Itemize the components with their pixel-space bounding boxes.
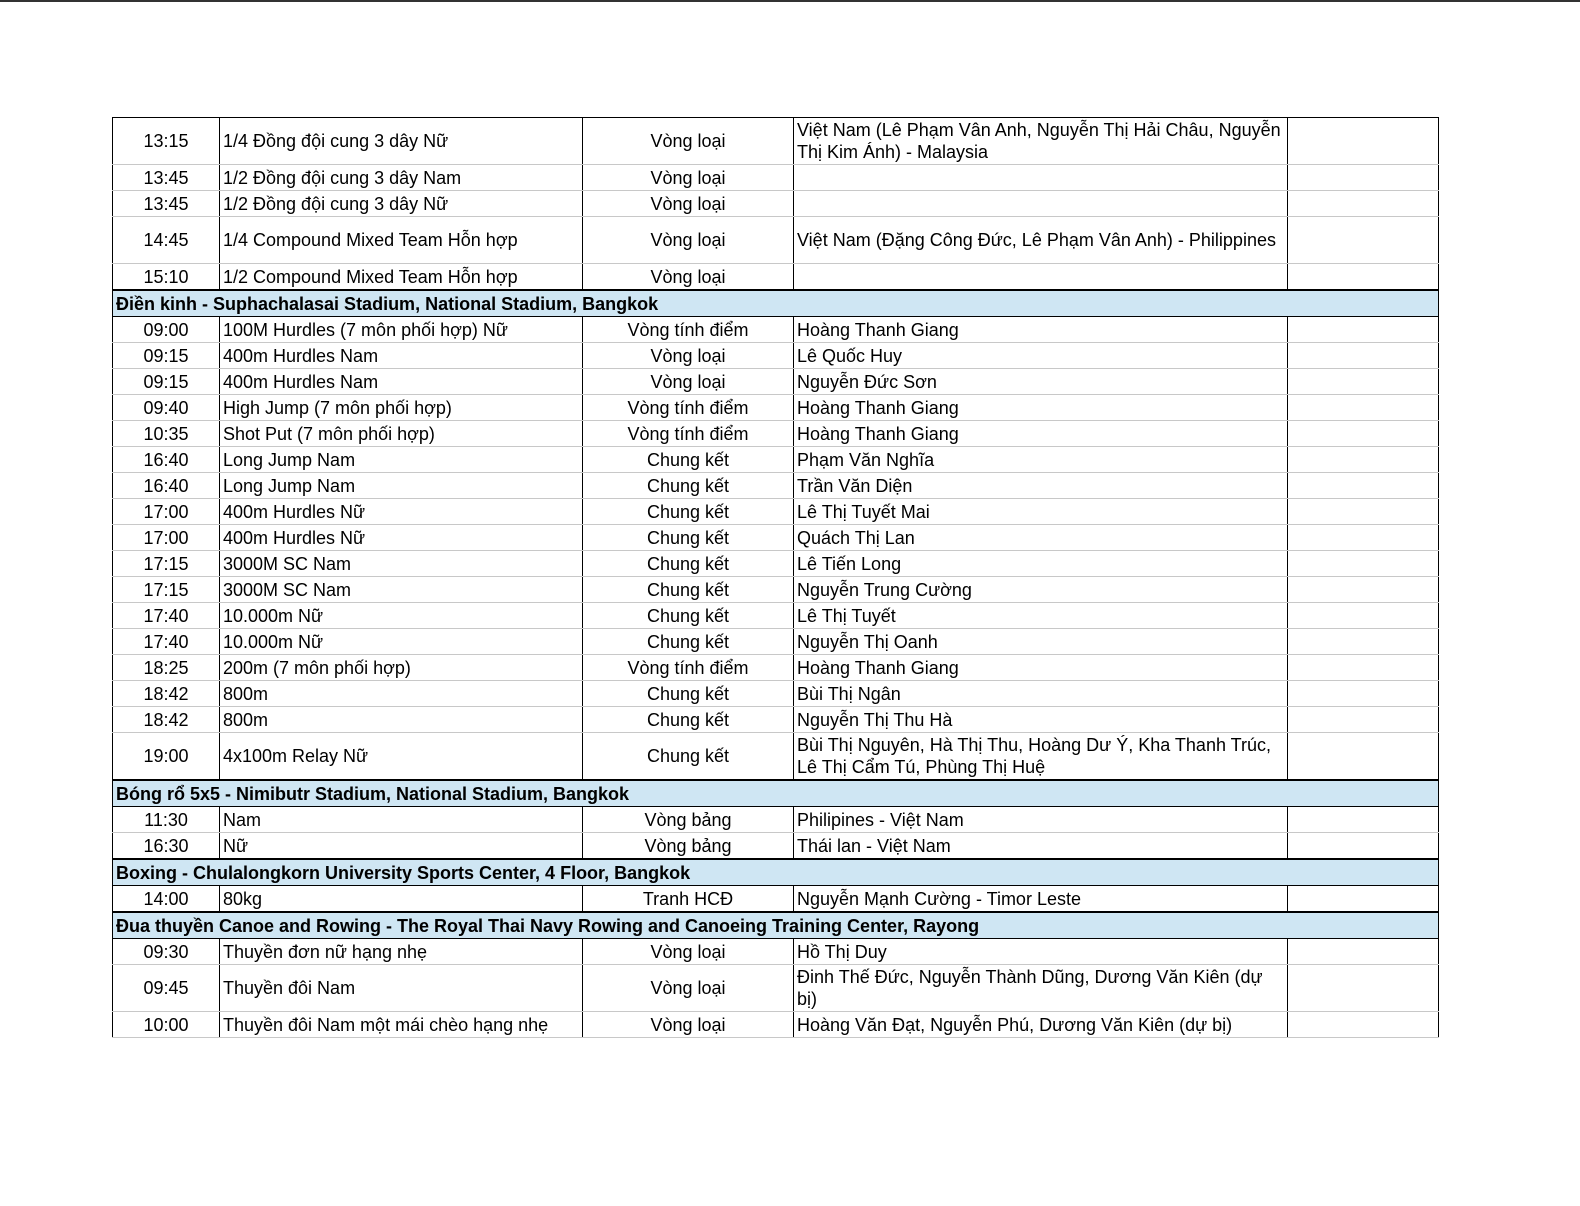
table-row [113,629,1439,655]
time-cell: 09:30 [113,939,220,965]
round-cell: Vòng loại [583,369,794,395]
athletes-cell: Philipines - Việt Nam [794,807,1288,833]
athletes-cell: Hoàng Thanh Giang [794,655,1288,681]
notes-cell [1288,317,1439,343]
table-row [113,681,1439,707]
table-row [113,577,1439,603]
notes-cell [1288,655,1439,681]
event-cell: Nam [220,807,583,833]
table-row [113,395,1439,421]
event-cell: 1/4 Compound Mixed Team Hỗn hợp [220,217,583,264]
athletes-cell: Nguyễn Thị Oanh [794,629,1288,655]
athletes-cell: Quách Thị Lan [794,525,1288,551]
time-cell: 10:00 [113,1012,220,1038]
notes-cell [1288,707,1439,733]
athletes-cell: Thái lan - Việt Nam [794,833,1288,860]
round-cell: Vòng tính điểm [583,655,794,681]
notes-cell [1288,343,1439,369]
event-cell: Long Jump Nam [220,473,583,499]
round-cell: Chung kết [583,447,794,473]
time-cell: 17:40 [113,629,220,655]
notes-cell [1288,447,1439,473]
notes-cell [1288,217,1439,264]
table-row [113,447,1439,473]
event-cell: Nữ [220,833,583,860]
event-cell: Thuyền đôi Nam một mái chèo hạng nhẹ [220,1012,583,1038]
notes-cell [1288,191,1439,217]
athletes-cell: Nguyễn Mạnh Cường - Timor Leste [794,886,1288,913]
event-cell: 800m [220,707,583,733]
notes-cell [1288,733,1439,781]
schedule-body [113,118,1439,1038]
athletes-cell: Lê Thị Tuyết [794,603,1288,629]
time-cell: 14:00 [113,886,220,913]
table-row [113,939,1439,965]
time-cell: 18:25 [113,655,220,681]
round-cell: Vòng bảng [583,833,794,860]
round-cell: Vòng loại [583,343,794,369]
time-cell: 18:42 [113,681,220,707]
athletes-cell: Hoàng Thanh Giang [794,317,1288,343]
notes-cell [1288,118,1439,165]
event-cell: 400m Hurdles Nam [220,343,583,369]
athletes-cell [794,165,1288,191]
time-cell: 17:15 [113,577,220,603]
round-cell: Chung kết [583,603,794,629]
round-cell: Chung kết [583,707,794,733]
table-row [113,118,1439,165]
section-header-row [113,859,1439,886]
schedule-table [112,117,1439,1038]
event-cell: 1/4 Đồng đội cung 3 dây Nữ [220,118,583,165]
notes-cell [1288,577,1439,603]
event-cell: 3000M SC Nam [220,577,583,603]
athletes-cell [794,264,1288,291]
table-row [113,707,1439,733]
section-header-row [113,780,1439,807]
round-cell: Chung kết [583,629,794,655]
time-cell: 17:00 [113,525,220,551]
athletes-cell: Lê Tiến Long [794,551,1288,577]
table-row [113,655,1439,681]
round-cell: Vòng loại [583,965,794,1012]
notes-cell [1288,395,1439,421]
event-cell: High Jump (7 môn phối hợp) [220,395,583,421]
event-cell: 1/2 Đồng đội cung 3 dây Nam [220,165,583,191]
round-cell: Vòng loại [583,939,794,965]
time-cell: 10:35 [113,421,220,447]
time-cell: 17:40 [113,603,220,629]
time-cell: 14:45 [113,217,220,264]
time-cell: 18:42 [113,707,220,733]
table-row [113,1012,1439,1038]
notes-cell [1288,369,1439,395]
round-cell: Chung kết [583,577,794,603]
table-row [113,525,1439,551]
round-cell: Vòng tính điểm [583,421,794,447]
notes-cell [1288,1012,1439,1038]
round-cell: Vòng loại [583,118,794,165]
section-title: Bóng rổ 5x5 - Nimibutr Stadium, National Stadium, Bangkok [113,780,1439,807]
athletes-cell: Hoàng Văn Đạt, Nguyễn Phú, Dương Văn Kiên (dự bị) [794,1012,1288,1038]
table-row [113,833,1439,860]
event-cell: 100M Hurdles (7 môn phối hợp) Nữ [220,317,583,343]
athletes-cell [794,191,1288,217]
time-cell: 09:40 [113,395,220,421]
notes-cell [1288,473,1439,499]
round-cell: Vòng loại [583,1012,794,1038]
table-row [113,473,1439,499]
section-title: Đua thuyền Canoe and Rowing - The Royal Thai Navy Rowing and Canoeing Training Center, Rayong [113,912,1439,939]
notes-cell [1288,525,1439,551]
table-row [113,551,1439,577]
time-cell: 09:45 [113,965,220,1012]
page-top-border [0,0,1580,2]
athletes-cell: Bùi Thị Ngân [794,681,1288,707]
athletes-cell: Nguyễn Đức Sơn [794,369,1288,395]
event-cell: Shot Put (7 môn phối hợp) [220,421,583,447]
event-cell: 80kg [220,886,583,913]
athletes-cell: Bùi Thị Nguyên, Hà Thị Thu, Hoàng Dư Ý, Kha Thanh Trúc, Lê Thị Cẩm Tú, Phùng Thị Huệ [794,733,1288,781]
athletes-cell: Trần Văn Diện [794,473,1288,499]
table-row [113,317,1439,343]
notes-cell [1288,264,1439,291]
athletes-cell: Việt Nam (Lê Phạm Vân Anh, Nguyễn Thị Hải Châu, Nguyễn Thị Kim Ánh) - Malaysia [794,118,1288,165]
notes-cell [1288,807,1439,833]
time-cell: 15:10 [113,264,220,291]
time-cell: 09:15 [113,343,220,369]
time-cell: 09:15 [113,369,220,395]
time-cell: 16:40 [113,473,220,499]
round-cell: Chung kết [583,681,794,707]
round-cell: Vòng bảng [583,807,794,833]
round-cell: Vòng loại [583,217,794,264]
section-header-row [113,912,1439,939]
event-cell: Thuyền đôi Nam [220,965,583,1012]
notes-cell [1288,603,1439,629]
athletes-cell: Hồ Thị Duy [794,939,1288,965]
event-cell: 3000M SC Nam [220,551,583,577]
athletes-cell: Lê Quốc Huy [794,343,1288,369]
round-cell: Chung kết [583,499,794,525]
event-cell: 400m Hurdles Nữ [220,499,583,525]
event-cell: 400m Hurdles Nữ [220,525,583,551]
athletes-cell: Việt Nam (Đặng Công Đức, Lê Phạm Vân Anh) - Philippines [794,217,1288,264]
event-cell: 10.000m Nữ [220,603,583,629]
table-row [113,343,1439,369]
notes-cell [1288,421,1439,447]
table-row [113,603,1439,629]
section-title: Điền kinh - Suphachalasai Stadium, National Stadium, Bangkok [113,290,1439,317]
time-cell: 16:30 [113,833,220,860]
table-row [113,217,1439,264]
round-cell: Chung kết [583,525,794,551]
notes-cell [1288,833,1439,860]
table-row [113,733,1439,781]
athletes-cell: Hoàng Thanh Giang [794,395,1288,421]
section-title: Boxing - Chulalongkorn University Sports Center, 4 Floor, Bangkok [113,859,1439,886]
athletes-cell: Đinh Thế Đức, Nguyễn Thành Dũng, Dương Văn Kiên (dự bị) [794,965,1288,1012]
notes-cell [1288,886,1439,913]
section-header-row [113,290,1439,317]
event-cell: 1/2 Đồng đội cung 3 dây Nữ [220,191,583,217]
round-cell: Tranh HCĐ [583,886,794,913]
notes-cell [1288,939,1439,965]
athletes-cell: Nguyễn Thị Thu Hà [794,707,1288,733]
notes-cell [1288,965,1439,1012]
notes-cell [1288,681,1439,707]
round-cell: Vòng loại [583,191,794,217]
event-cell: 1/2 Compound Mixed Team Hỗn hợp [220,264,583,291]
time-cell: 13:45 [113,191,220,217]
notes-cell [1288,165,1439,191]
table-row [113,421,1439,447]
table-row [113,369,1439,395]
event-cell: 10.000m Nữ [220,629,583,655]
athletes-cell: Lê Thị Tuyết Mai [794,499,1288,525]
time-cell: 09:00 [113,317,220,343]
athletes-cell: Phạm Văn Nghĩa [794,447,1288,473]
round-cell: Vòng loại [583,264,794,291]
table-row [113,965,1439,1012]
table-row [113,264,1439,291]
time-cell: 17:00 [113,499,220,525]
event-cell: Long Jump Nam [220,447,583,473]
notes-cell [1288,629,1439,655]
round-cell: Vòng tính điểm [583,395,794,421]
event-cell: 400m Hurdles Nam [220,369,583,395]
notes-cell [1288,499,1439,525]
time-cell: 17:15 [113,551,220,577]
time-cell: 13:45 [113,165,220,191]
round-cell: Vòng tính điểm [583,317,794,343]
time-cell: 13:15 [113,118,220,165]
time-cell: 19:00 [113,733,220,781]
table-row [113,165,1439,191]
table-row [113,191,1439,217]
time-cell: 16:40 [113,447,220,473]
athletes-cell: Nguyễn Trung Cường [794,577,1288,603]
round-cell: Vòng loại [583,165,794,191]
round-cell: Chung kết [583,551,794,577]
table-row [113,886,1439,913]
event-cell: 4x100m Relay Nữ [220,733,583,781]
table-row [113,499,1439,525]
event-cell: 800m [220,681,583,707]
round-cell: Chung kết [583,473,794,499]
event-cell: 200m (7 môn phối hợp) [220,655,583,681]
table-row [113,807,1439,833]
athletes-cell: Hoàng Thanh Giang [794,421,1288,447]
event-cell: Thuyền đơn nữ hạng nhẹ [220,939,583,965]
notes-cell [1288,551,1439,577]
time-cell: 11:30 [113,807,220,833]
round-cell: Chung kết [583,733,794,781]
